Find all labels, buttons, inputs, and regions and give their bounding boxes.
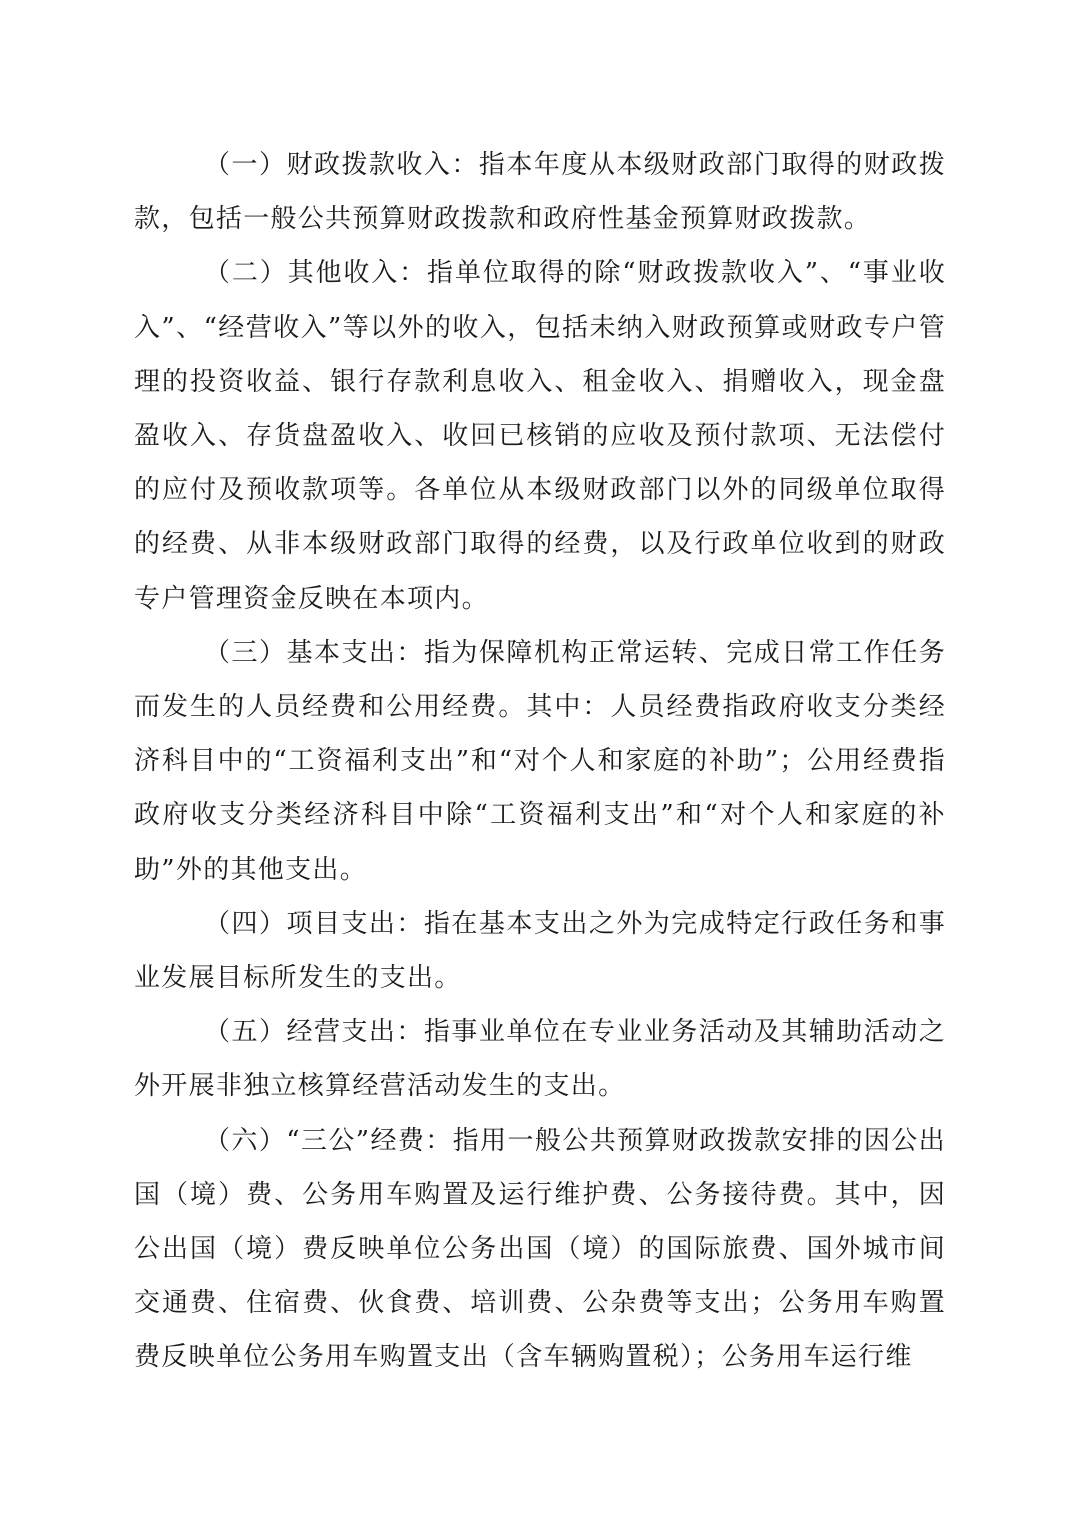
document-body xyxy=(134,138,946,1385)
paragraph-fiscal-appropriation-income: （一）财政拨款收入：指本年度从本级财政部门取得的财政拨款，包括一般公共预算财政拨款和政府性基金预算财政拨款。 xyxy=(134,150,946,235)
paragraph-operating-expenditure: （五）经营支出：指事业单位在专业业务活动及其辅助活动之外开展非独立核算经营活动发生的支出。 xyxy=(134,1017,946,1102)
paragraph-three-public-expenses: （六）“三公”经费：指用一般公共预算财政拨款安排的因公出国（境）费、公务用车购置及运行维护费、公务接待费。其中，因公出国（境）费反映单位公务出国（境）的国际旅费、国外城市间交通费、住宿费、伙食费、培训费、公杂费等支出；公务用车购置费反映单位公务用车购置支出（含车辆购置税）；公务用车运行维 xyxy=(134,1125,946,1373)
paragraph-other-income: （二）其他收入：指单位取得的除“财政拨款收入”、“事业收入”、“经营收入”等以外的收入，包括未纳入财政预算或财政专户管理的投资收益、银行存款利息收入、租金收入、捐赠收入，现金盘盈收入、存货盘盈收入、收回已核销的应收及预付款项、无法偿付的应付及预收款项等。各单位从本级财政部门以外的同级单位取得的经费、从非本级财政部门取得的经费，以及行政单位收到的财政专户管理资金反映在本项内。 xyxy=(134,258,946,614)
paragraph-project-expenditure: （四）项目支出：指在基本支出之外为完成特定行政任务和事业发展目标所发生的支出。 xyxy=(134,908,946,994)
paragraph-basic-expenditure: （三）基本支出：指为保障机构正常运转、完成日常工作任务而发生的人员经费和公用经费。其中：人员经费指政府收支分类经济科目中的“工资福利支出”和“对个人和家庭的补助”；公用经费指政府收支分类经济科目中除“工资福利支出”和“对个人和家庭的补助”外的其他支出。 xyxy=(134,637,946,885)
